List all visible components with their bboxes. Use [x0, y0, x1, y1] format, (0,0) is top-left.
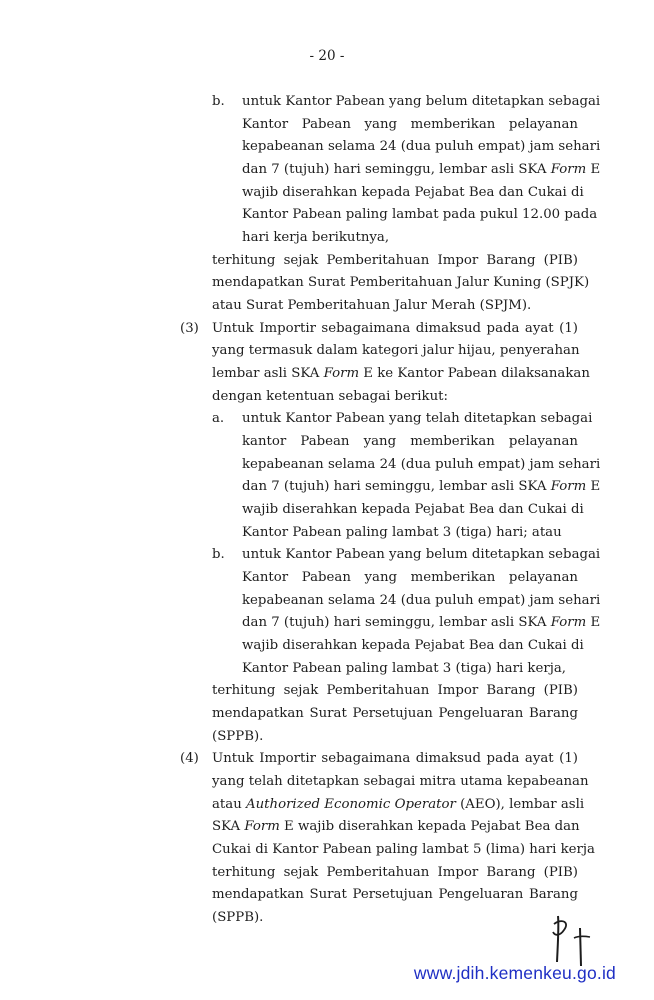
text-line: Kantor Pabean yang memberikan pelayanan	[242, 570, 578, 586]
text-run: (AEO), lembar asli	[455, 796, 585, 812]
italic-term: Form	[550, 162, 587, 177]
text-line: (SPPB).	[212, 910, 264, 926]
text-line	[242, 159, 601, 181]
text-run: dan 7 (tujuh) hari seminggu, lembar asli SKA	[242, 615, 551, 631]
text-line: untuk Kantor Pabean yang belum ditetapkan sebagai	[242, 547, 601, 563]
text-run: atau	[212, 796, 246, 812]
text-run: E wajib diserahkan kepada Pejabat Bea dan	[279, 819, 580, 835]
text-line: terhitung sejak Pemberitahuan Impor Barang (PIB)	[212, 864, 578, 880]
text-line: wajib diserahkan kepada Pejabat Bea dan Cukai di	[242, 502, 584, 518]
text-run: E	[586, 479, 601, 495]
text-line: atau Surat Pemberitahuan Jalur Merah (SPJM).	[212, 298, 532, 314]
signature-initials-icon	[548, 912, 598, 968]
text-line: mendapatkan Surat Persetujuan Pengeluaran Barang	[212, 706, 578, 722]
list-marker: (4)	[180, 751, 199, 767]
text-run: dan 7 (tujuh) hari seminggu, lembar asli SKA	[242, 162, 551, 177]
text-line: Kantor Pabean paling lambat 3 (tiga) hari kerja,	[242, 660, 566, 676]
text-line: (SPPB).	[212, 728, 264, 744]
text-line: Kantor Pabean paling lambat 3 (tiga) hari; atau	[242, 524, 562, 540]
italic-term: Form	[323, 366, 360, 382]
text-line: mendapatkan Surat Persetujuan Pengeluaran Barang	[212, 887, 578, 903]
text-line	[212, 794, 585, 816]
list-marker: b.	[212, 547, 225, 563]
text-run: E	[586, 162, 601, 177]
text-line: Untuk Importir sebagaimana dimaksud pada ayat (1)	[212, 320, 578, 336]
text-line	[242, 612, 601, 634]
list-marker: a.	[212, 411, 225, 427]
italic-term: Form	[244, 819, 280, 835]
list-marker: (3)	[180, 320, 199, 336]
text-line: mendapatkan Surat Pemberitahuan Jalur Kuning (SPJK)	[212, 275, 590, 291]
text-line	[212, 363, 590, 385]
text-line: kepabeanan selama 24 (dua puluh empat) jam sehari	[242, 456, 601, 472]
text-line: hari kerja berikutnya,	[242, 230, 390, 246]
text-line: kepabeanan selama 24 (dua puluh empat) jam sehari	[242, 592, 601, 608]
text-run: dan 7 (tujuh) hari seminggu, lembar asli SKA	[242, 479, 551, 495]
text-run: E ke Kantor Pabean dilaksanakan	[359, 366, 590, 382]
text-line: yang termasuk dalam kategori jalur hijau, penyerahan	[212, 343, 580, 359]
text-line: untuk Kantor Pabean yang telah ditetapkan sebagai	[242, 411, 593, 427]
text-line: terhitung sejak Pemberitahuan Impor Barang (PIB)	[212, 683, 578, 699]
text-run: E	[586, 615, 601, 631]
text-line: kantor Pabean yang memberikan pelayanan	[242, 434, 578, 450]
list-marker: b.	[212, 94, 225, 109]
text-run: lembar asli SKA	[212, 366, 324, 382]
text-run: SKA	[212, 819, 245, 835]
italic-term: Form	[550, 479, 587, 495]
text-line: untuk Kantor Pabean yang belum ditetapkan sebagai	[242, 94, 601, 109]
text-line: yang telah ditetapkan sebagai mitra utama kepabeanan	[212, 774, 589, 790]
text-line: wajib diserahkan kepada Pejabat Bea dan Cukai di	[242, 184, 584, 200]
page-number: - 20 -	[309, 48, 345, 64]
text-line: wajib diserahkan kepada Pejabat Bea dan Cukai di	[242, 638, 584, 654]
text-line: Untuk Importir sebagaimana dimaksud pada ayat (1)	[212, 751, 578, 767]
text-line: Cukai di Kantor Pabean paling lambat 5 (lima) hari kerja	[212, 842, 595, 858]
text-line	[242, 476, 601, 498]
text-line: kepabeanan selama 24 (dua puluh empat) jam sehari	[242, 139, 601, 155]
footer-url[interactable]: www.jdih.kemenkeu.go.id	[413, 963, 616, 983]
text-line: Kantor Pabean paling lambat pada pukul 12.00 pada	[242, 207, 598, 223]
italic-term: Authorized Economic Operator	[246, 796, 456, 812]
text-line	[212, 816, 578, 838]
text-line: dengan ketentuan sebagai berikut:	[212, 388, 448, 404]
text-line: terhitung sejak Pemberitahuan Impor Barang (PIB)	[212, 252, 578, 268]
italic-term: Form	[550, 615, 587, 631]
text-line: Kantor Pabean yang memberikan pelayanan	[242, 116, 578, 132]
